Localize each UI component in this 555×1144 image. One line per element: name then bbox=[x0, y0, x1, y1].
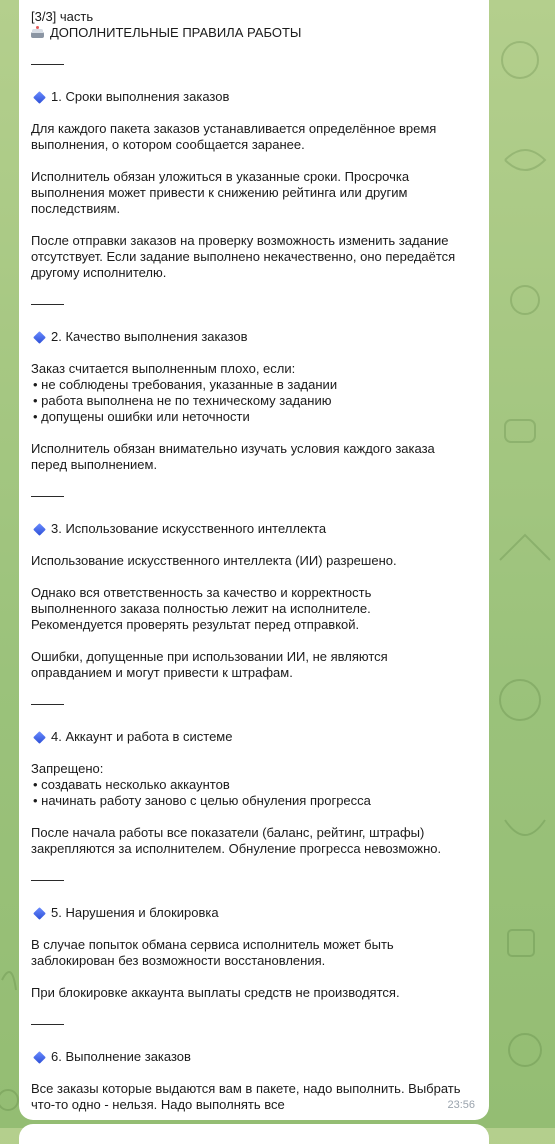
section-heading: 6. Выполнение заказов bbox=[31, 1049, 191, 1065]
section-text: другому исполнителю. bbox=[31, 265, 167, 280]
birthday-cake-icon bbox=[31, 26, 44, 38]
list-item: • допущены ошибки или неточности bbox=[33, 409, 250, 424]
next-message-bubble[interactable] bbox=[19, 1124, 489, 1144]
message-time: 23:56 bbox=[447, 1099, 475, 1111]
part-label: [3/3] часть bbox=[31, 9, 94, 24]
section-text: заблокирован без возможности восстановления. bbox=[31, 953, 326, 968]
section-text: Однако вся ответственность за качество и корректность bbox=[31, 585, 372, 600]
list-item: • работа выполнена не по техническому заданию bbox=[33, 393, 332, 408]
blue-diamond-icon bbox=[33, 331, 46, 344]
list-item: • создавать несколько аккаунтов bbox=[33, 777, 230, 792]
section-heading: 2. Качество выполнения заказов bbox=[31, 329, 248, 345]
message-title: ДОПОЛНИТЕЛЬНЫЕ ПРАВИЛА РАБОТЫ bbox=[50, 25, 302, 40]
section-text: Рекомендуется проверять результат перед отправкой. bbox=[31, 617, 360, 632]
section-text: закрепляются за исполнителем. Обнуление прогресса невозможно. bbox=[31, 841, 442, 856]
list-item: • не соблюдены требования, указанные в задании bbox=[33, 377, 338, 392]
section-text: выполненного заказа полностью лежит на исполнителе. bbox=[31, 601, 371, 616]
message-title-row bbox=[31, 25, 301, 41]
section-text: Использование искусственного интеллекта (ИИ) разрешено. bbox=[31, 553, 397, 568]
section-text: После отправки заказов на проверку возможность изменить задание bbox=[31, 233, 449, 248]
section-text: что-то одно - нельзя. Надо выполнять все bbox=[31, 1097, 285, 1112]
section-text: В случае попыток обмана сервиса исполнитель может быть bbox=[31, 937, 394, 952]
section-heading: 4. Аккаунт и работа в системе bbox=[31, 729, 232, 745]
section-text: Заказ считается выполненным плохо, если: bbox=[31, 361, 296, 376]
divider bbox=[31, 704, 64, 705]
divider bbox=[31, 1024, 64, 1025]
section-heading: 3. Использование искусственного интеллекта bbox=[31, 521, 326, 537]
blue-diamond-icon bbox=[33, 91, 46, 104]
divider bbox=[31, 496, 64, 497]
section-text: Исполнитель обязан внимательно изучать условия каждого заказа bbox=[31, 441, 435, 456]
section-text: последствиям. bbox=[31, 201, 121, 216]
divider bbox=[31, 64, 64, 65]
section-text: выполнения, о котором сообщается заранее. bbox=[31, 137, 305, 152]
section-text: Для каждого пакета заказов устанавливается определённое время bbox=[31, 121, 437, 136]
list-item: • начинать работу заново с целью обнуления прогресса bbox=[33, 793, 371, 808]
section-text: Исполнитель обязан уложиться в указанные сроки. Просрочка bbox=[31, 169, 410, 184]
section-text: При блокировке аккаунта выплаты средств не производятся. bbox=[31, 985, 400, 1000]
section-heading: 1. Сроки выполнения заказов bbox=[31, 89, 229, 105]
blue-diamond-icon bbox=[33, 731, 46, 744]
section-text: Ошибки, допущенные при использовании ИИ, не являются bbox=[31, 649, 388, 664]
section-text: Все заказы которые выдаются вам в пакете, надо выполнить. Выбрать bbox=[31, 1081, 461, 1096]
section-text: оправданием и могут привести к штрафам. bbox=[31, 665, 293, 680]
blue-diamond-icon bbox=[33, 907, 46, 920]
blue-diamond-icon bbox=[33, 1051, 46, 1064]
section-text: отсутствует. Если задание выполнено некачественно, оно передаётся bbox=[31, 249, 456, 264]
divider bbox=[31, 304, 64, 305]
section-heading: 5. Нарушения и блокировка bbox=[31, 905, 219, 921]
blue-diamond-icon bbox=[33, 523, 46, 536]
section-text: перед выполнением. bbox=[31, 457, 158, 472]
section-text: Запрещено: bbox=[31, 761, 104, 776]
section-text: После начала работы все показатели (баланс, рейтинг, штрафы) bbox=[31, 825, 425, 840]
section-text: выполнения может привести к снижению рейтинга или другим bbox=[31, 185, 408, 200]
divider bbox=[31, 880, 64, 881]
